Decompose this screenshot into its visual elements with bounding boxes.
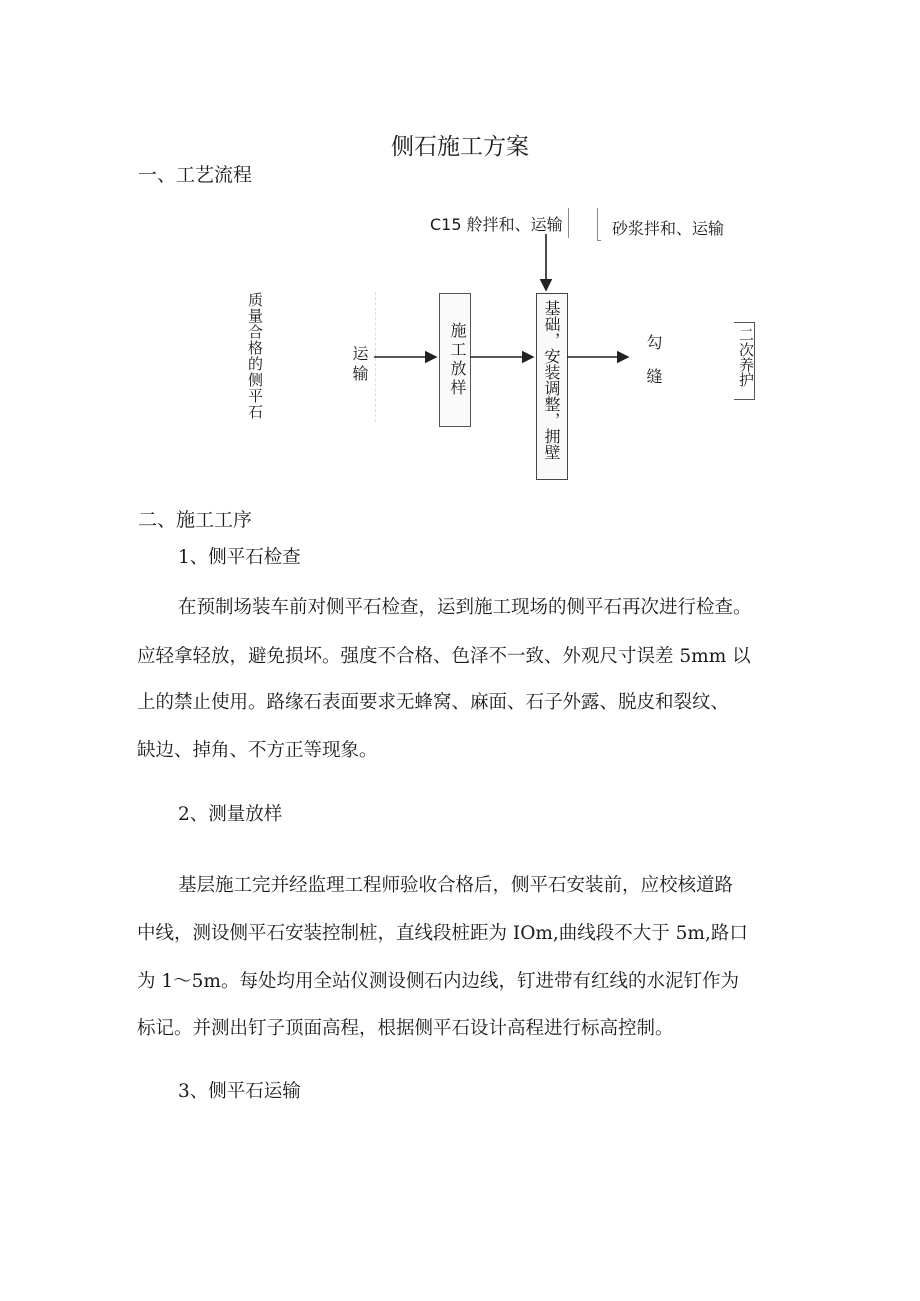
paragraph-line: 标记。并测出钉子顶面高程，根据侧平石设计高程进行标高控制。 <box>137 1018 674 1039</box>
subheading-inspection: 1、侧平石检查 <box>178 547 301 568</box>
layout-box-label: 施工放样 <box>448 322 467 398</box>
curing-box-label: 二次养护 <box>737 327 755 387</box>
transport-label: 运输 <box>350 345 369 385</box>
joint-pointing-label: 勾缝 <box>644 334 663 402</box>
concrete-mix-label: C15 舲拌和、运输 <box>430 215 563 234</box>
paragraph-line: 中线，测设侧平石安装控制桩，直线段桩距为 IOm,曲线段不大于 5m,路口 <box>137 923 748 944</box>
paragraph-line: 上的禁止使用。路缘石表面要求无蜂窝、麻面、石子外露、脱皮和裂纹、 <box>137 692 730 713</box>
subheading-survey: 2、测量放样 <box>178 804 283 825</box>
subheading-transport: 3、侧平石运输 <box>178 1081 301 1102</box>
section-heading-process: 一、工艺流程 <box>138 164 253 186</box>
foundation-box-label: 基础，安装调整，拥壁 <box>542 300 561 460</box>
paragraph-line: 基层施工完并经监理工程师验收合格后，侧平石安装前，应校核道路 <box>178 875 734 896</box>
flow-arrows <box>0 0 920 500</box>
paragraph-line: 缺边、掉角、不方正等现象。 <box>137 740 378 761</box>
page-title: 侧石施工方案 <box>391 134 529 160</box>
paragraph-line: 应轻拿轻放，避免损坏。强度不合格、色泽不一致、外观尺寸误差 5mm 以 <box>137 646 751 667</box>
mortar-mix-label: 砂浆拌和、运输 <box>612 219 725 238</box>
paragraph-line: 为 1～5m。每处均用全站仪测设侧石内边线，钉进带有红线的水泥钉作为 <box>137 971 739 992</box>
section-heading-procedure: 二、施工工序 <box>138 509 253 531</box>
process-flow-diagram <box>0 0 920 500</box>
paragraph-line: 在预制场装车前对侧平石检查，运到施工现场的侧平石再次进行检查。 <box>178 597 752 618</box>
qualified-stone-label: 质量合格的侧平石 <box>246 292 264 420</box>
